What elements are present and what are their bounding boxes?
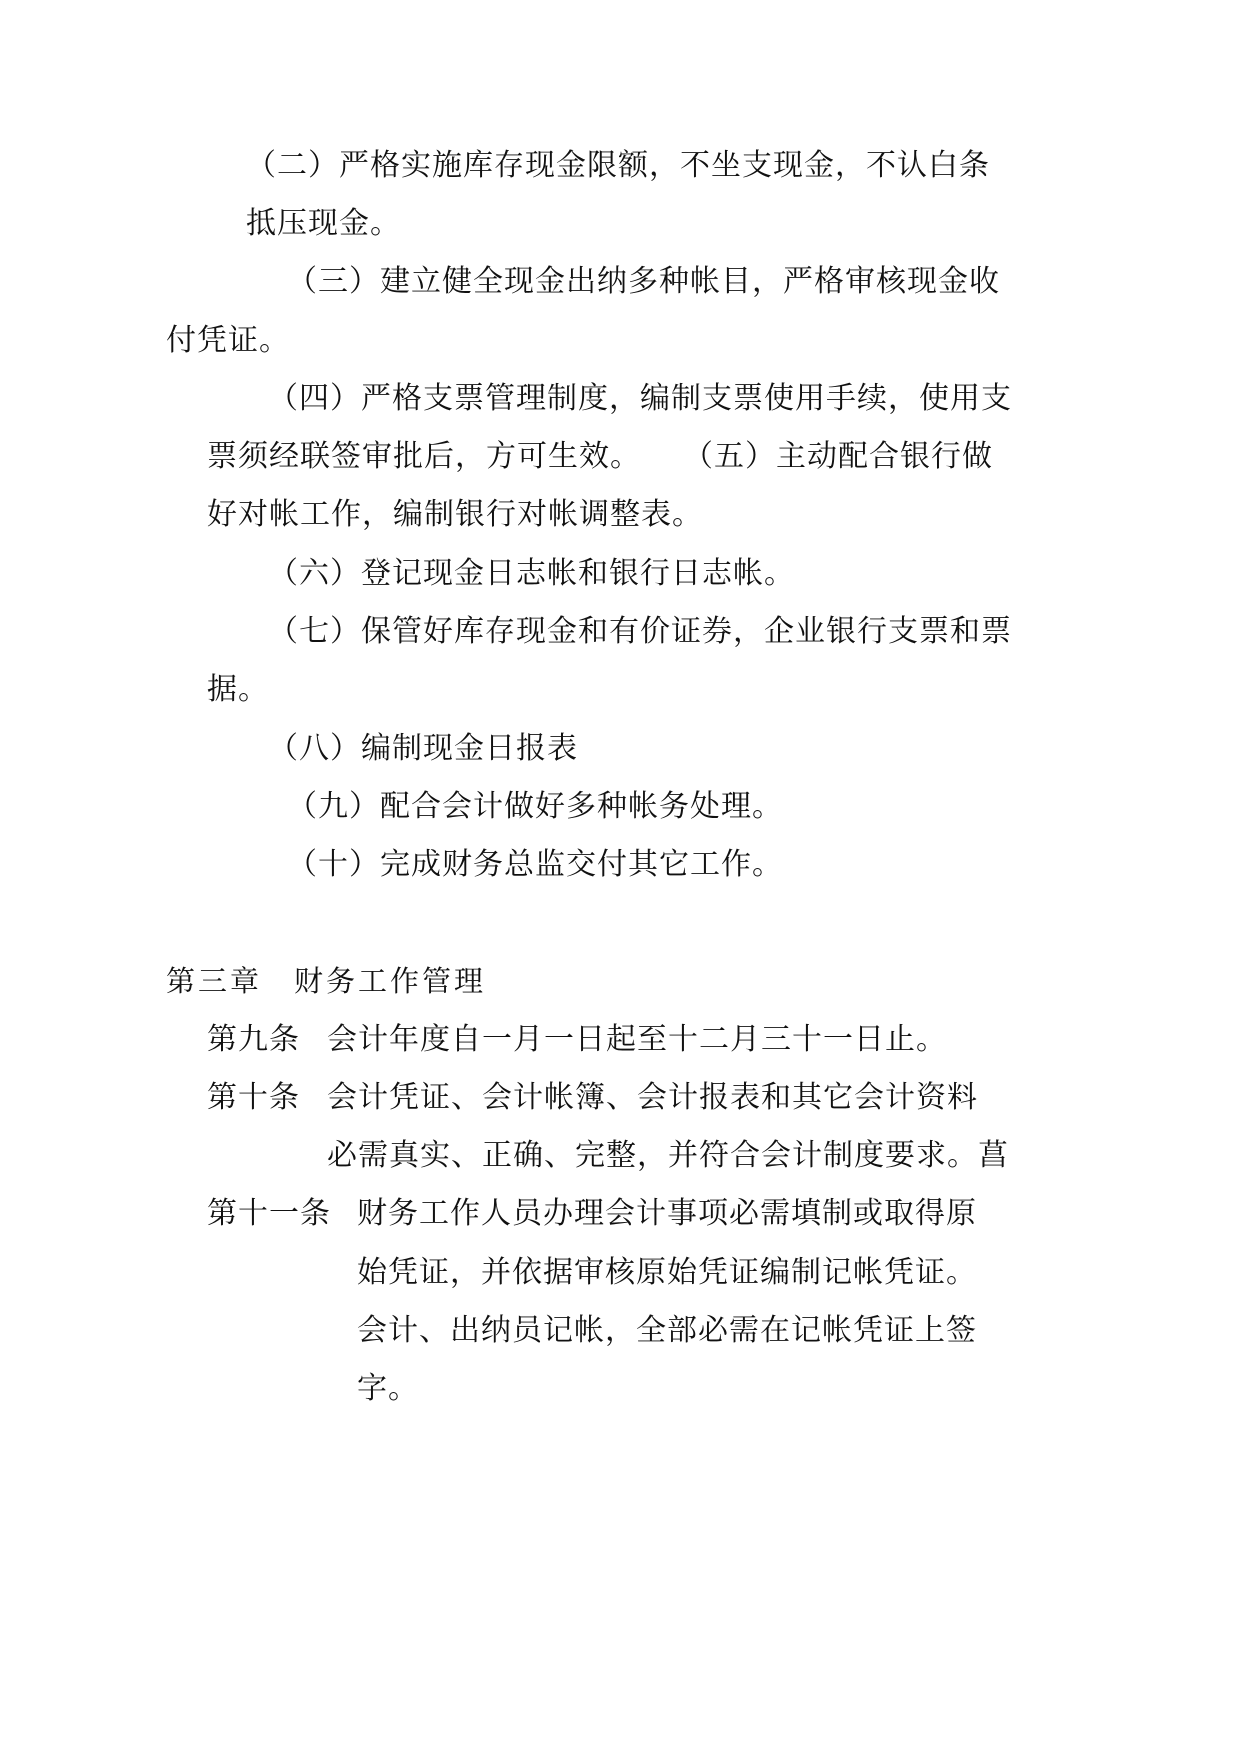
article-9-label: 第九条 <box>207 1022 300 1057</box>
item-6: （六）登记现金日志帐和银行日志帐。 <box>268 556 795 591</box>
article-10-line-1: 会计凭证、会计帐簿、会计报表和其它会计资料 <box>327 1080 978 1115</box>
article-10-line-2: 必需真实、正确、完整，并符合会计制度要求。菖 <box>327 1138 1009 1173</box>
chapter-3-title: 第三章 财务工作管理 <box>166 964 487 998</box>
article-9-text: 会计年度自一月一日起至十二月三十一日止。 <box>327 1022 947 1057</box>
article-11-line-2: 始凭证，并依据审核原始凭证编制记帐凭证。 <box>357 1255 977 1290</box>
item-4-line-1: （四）严格支票管理制度，编制支票使用手续，使用支 <box>268 381 1012 416</box>
article-11-line-4: 字。 <box>357 1371 419 1406</box>
item-10: （十）完成财务总监交付其它工作。 <box>287 847 783 882</box>
item-7-line-1: （七）保管好库存现金和有价证券，企业银行支票和票 <box>268 614 1012 649</box>
item-2-line-1: （二）严格实施库存现金限额，不坐支现金，不认白条 <box>246 148 990 183</box>
item-8: （八）编制现金日报表 <box>268 731 578 766</box>
article-10-label: 第十条 <box>207 1080 300 1115</box>
item-9: （九）配合会计做好多种帐务处理。 <box>287 789 783 824</box>
article-11-line-3: 会计、出纳员记帐，全部必需在记帐凭证上签 <box>357 1313 977 1348</box>
item-2-line-2: 抵压现金。 <box>246 206 401 241</box>
item-4-line-2: 票须经联签审批后，方可生效。 <box>207 439 641 474</box>
item-5-line-2: 好对帐工作，编制银行对帐调整表。 <box>207 497 703 532</box>
item-3-line-1: （三）建立健全现金出纳多种帐目，严格审核现金收 <box>287 264 1000 299</box>
item-3-line-2: 付凭证。 <box>166 323 290 358</box>
item-5-line-1: （五）主动配合银行做 <box>683 439 993 474</box>
article-11-line-1: 财务工作人员办理会计事项必需填制或取得原 <box>357 1196 977 1231</box>
item-7-line-2: 据。 <box>207 672 269 707</box>
article-11-label: 第十一条 <box>207 1196 331 1231</box>
